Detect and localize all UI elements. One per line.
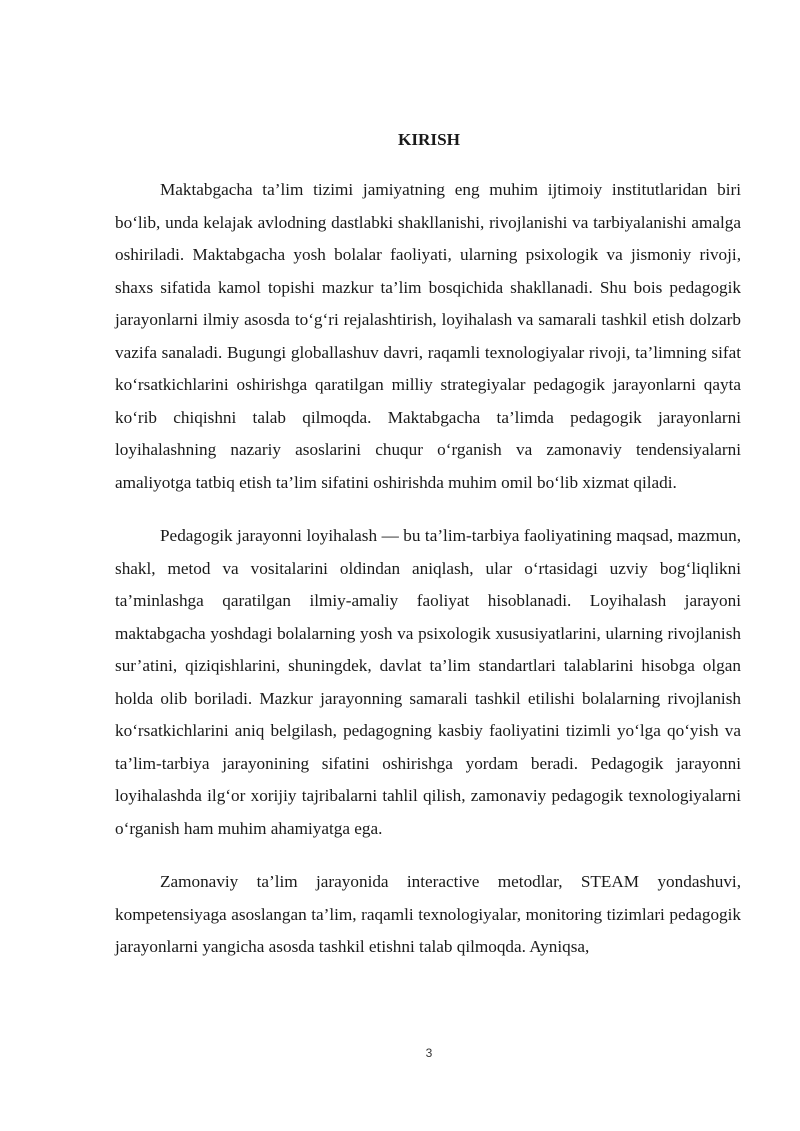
- page-number: 3: [425, 1046, 433, 1060]
- paragraph-1: Maktabgacha ta’lim tizimi jamiyatning eng muhim ijtimoiy institutlaridan biri bo‘lib, unda kelajak avlodning dastlabki shakllanishi, rivojlanishi va tarbiyalanishi amalga oshiriladi. Maktabgacha yosh bolalar faoliyati, ularning psixologik va jismoniy rivoji, shaxs sifatida kamol topishi mazkur ta’lim bosqichida shakllanadi. Shu bois pedagogik jarayonlarni ilmiy asosda to‘g‘ri rejalashtirish, loyihalash va samarali tashkil etish dolzarb vazifa sanaladi. Bugungi globallashuv davri, raqamli texnologiyalar rivoji, ta’limning sifat ko‘rsatkichlarini oshirishga qaratilgan milliy strategiyalar pedagogik jarayonlarni qayta ko‘rib chiqishni talab qilmoqda. Maktabgacha ta’limda pedagogik jarayonlarni loyihalashning nazariy asoslarini chuqur o‘rganish va zamonaviy tendensiyalarni amaliyotga tatbiq etish ta’lim sifatini oshirishda muhim omil bo‘lib xizmat qiladi.: [115, 180, 741, 492]
- paragraph-2: Pedagogik jarayonni loyihalash — bu ta’lim-tarbiya faoliyatining maqsad, mazmun, shakl, metod va vositalarini oldindan aniqlash, ular o‘rtasidagi uzviy bog‘liqlikni ta’minlashga qaratilgan ilmiy-amaliy faoliyat hisoblanadi. Loyihalash jarayoni maktabgacha yoshdagi bolalarning yosh va psixologik xususiyatlarini, ularning rivojlanish sur’atini, qiziqishlarini, shuningdek, davlat ta’lim standartlari talablarini hisobga olgan holda olib boriladi. Mazkur jarayonning samarali tashkil etilishi bolalarning rivojlanish ko‘rsatkichlarini aniq belgilash, pedagogning kasbiy faoliyatini tizimli yo‘lga qo‘yish va ta’lim-tarbiya jarayonining sifatini oshirishga yordam beradi. Pedagogik jarayonni loyihalashda ilg‘or xorijiy tajribalarni tahlil qilish, zamonaviy pedagogik texnologiyalarni o‘rganish ham muhim ahamiyatga ega.: [115, 526, 741, 838]
- page-content: [115, 124, 741, 985]
- paragraph-3: Zamonaviy ta’lim jarayonida interactive metodlar, STEAM yondashuvi, kompetensiyaga asoslangan ta’lim, raqamli texnologiyalar, monitoring tizimlari pedagogik jarayonlarni yangicha asosda tashkil etishni talab qilmoqda. Ayniqsa,: [115, 872, 741, 956]
- section-heading: KIRISH: [397, 130, 461, 149]
